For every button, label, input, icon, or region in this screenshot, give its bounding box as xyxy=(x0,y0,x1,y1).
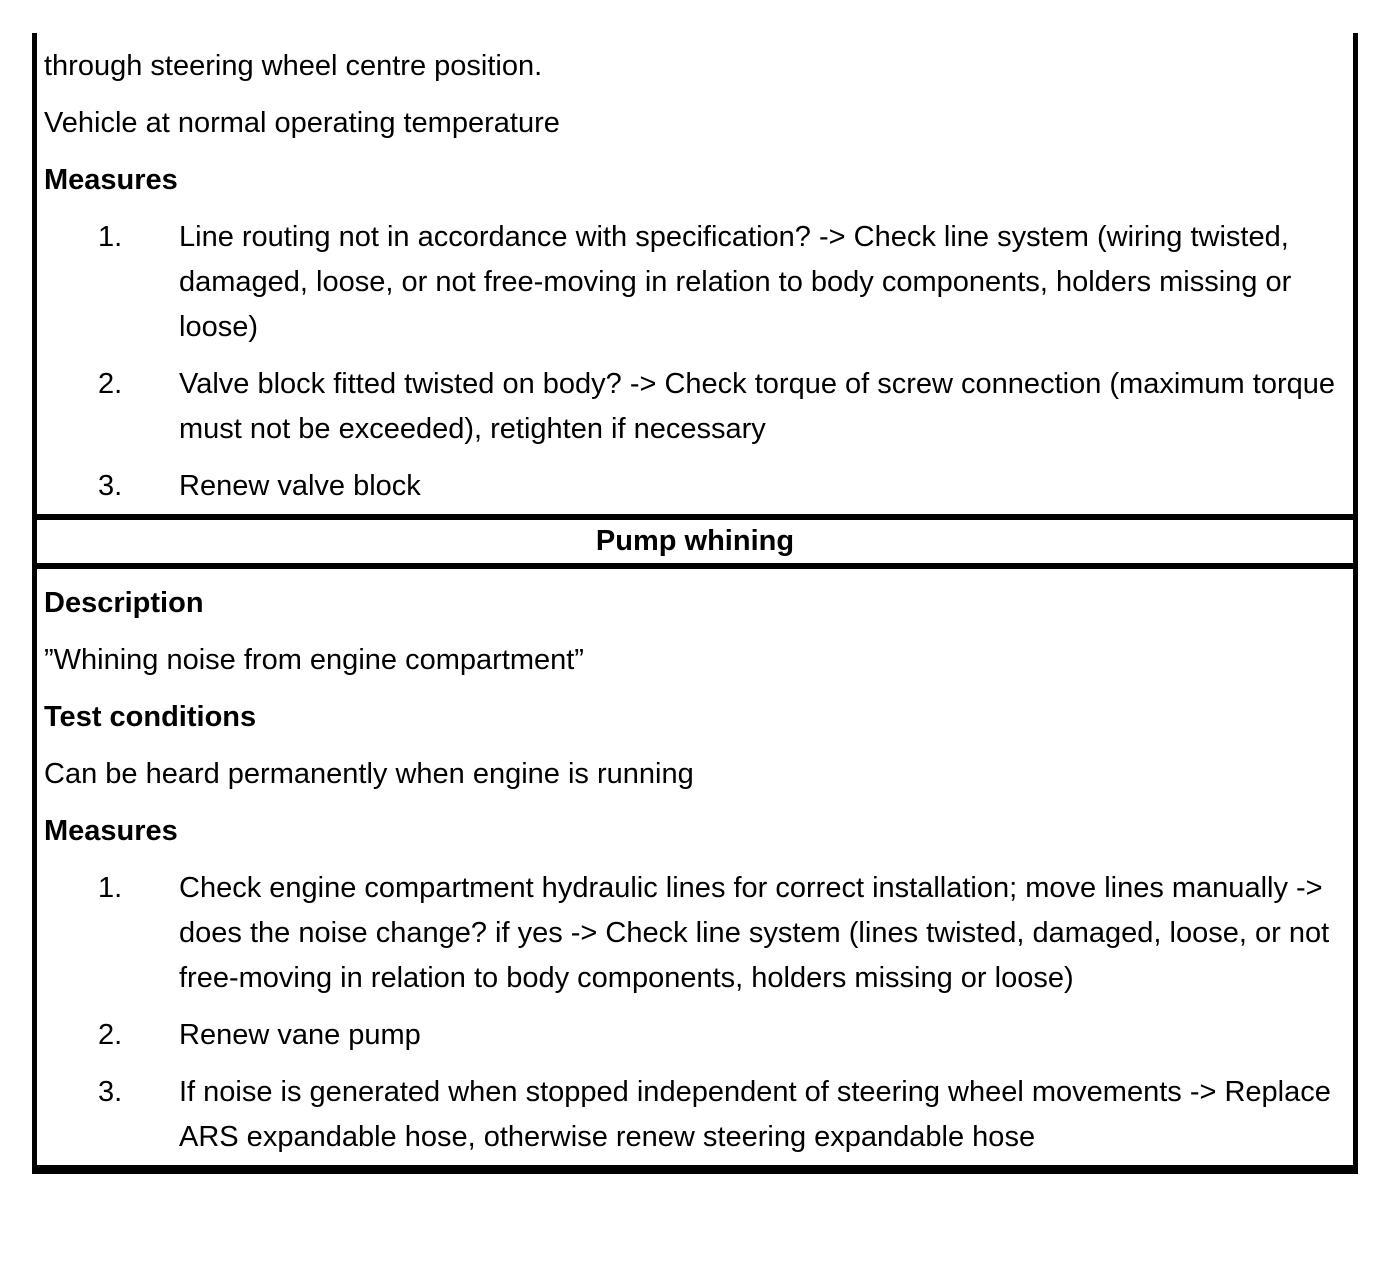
troubleshooting-table xyxy=(32,33,1358,1174)
description-heading: Description xyxy=(44,587,204,619)
list-item-text: If noise is generated when stopped independent of steering wheel movements -> Replace ARS expandable hose, otherwise renew steering expandable hose xyxy=(179,1076,1331,1153)
list-item-number: 1. xyxy=(98,872,123,904)
measures-heading: Measures xyxy=(44,164,178,196)
list-item-text: Renew valve block xyxy=(179,470,421,502)
list-item xyxy=(44,215,1343,350)
list-item-text: Check engine compartment hydraulic lines for correct installation; move lines manually -> does the noise change? if yes -> Check line system (lines twisted, damaged, loose, or not free-moving in relation to body components, holders missing or loose) xyxy=(179,872,1330,994)
list-item-number: 2. xyxy=(98,1019,123,1051)
fault-header-row xyxy=(37,520,1353,569)
list-item-number: 3. xyxy=(98,1076,123,1108)
list-item xyxy=(44,1070,1343,1160)
list-item-text: Valve block fitted twisted on body? -> Check torque of screw connection (maximum torque must not be exceeded), retighten if necessary xyxy=(179,368,1335,445)
list-item-number: 2. xyxy=(98,368,123,400)
fault-title: Pump whining xyxy=(595,525,795,557)
list-item xyxy=(44,866,1343,1001)
list-item-text: Renew vane pump xyxy=(179,1019,421,1051)
list-item-number: 1. xyxy=(98,221,123,253)
continuation-text: through steering wheel centre position. xyxy=(44,50,543,82)
section-pump-whining xyxy=(37,569,1353,1174)
test-conditions-heading: Test conditions xyxy=(44,701,257,733)
test-conditions-text: Vehicle at normal operating temperature xyxy=(44,107,560,139)
measures-heading: Measures xyxy=(44,815,178,847)
list-item-text: Line routing not in accordance with specification? -> Check line system (wiring twisted, damaged, loose, or not free-moving in relation to body components, holders missing or loose) xyxy=(179,221,1292,343)
description-text: ”Whining noise from engine compartment” xyxy=(44,644,584,676)
list-item-number: 3. xyxy=(98,470,123,502)
measures-list xyxy=(44,215,1343,509)
list-item xyxy=(44,464,1343,509)
list-item xyxy=(44,362,1343,452)
section-previous-fault-continued xyxy=(37,33,1353,520)
test-conditions-text: Can be heard permanently when engine is running xyxy=(44,758,694,790)
list-item xyxy=(44,1013,1343,1058)
measures-list xyxy=(44,866,1343,1160)
